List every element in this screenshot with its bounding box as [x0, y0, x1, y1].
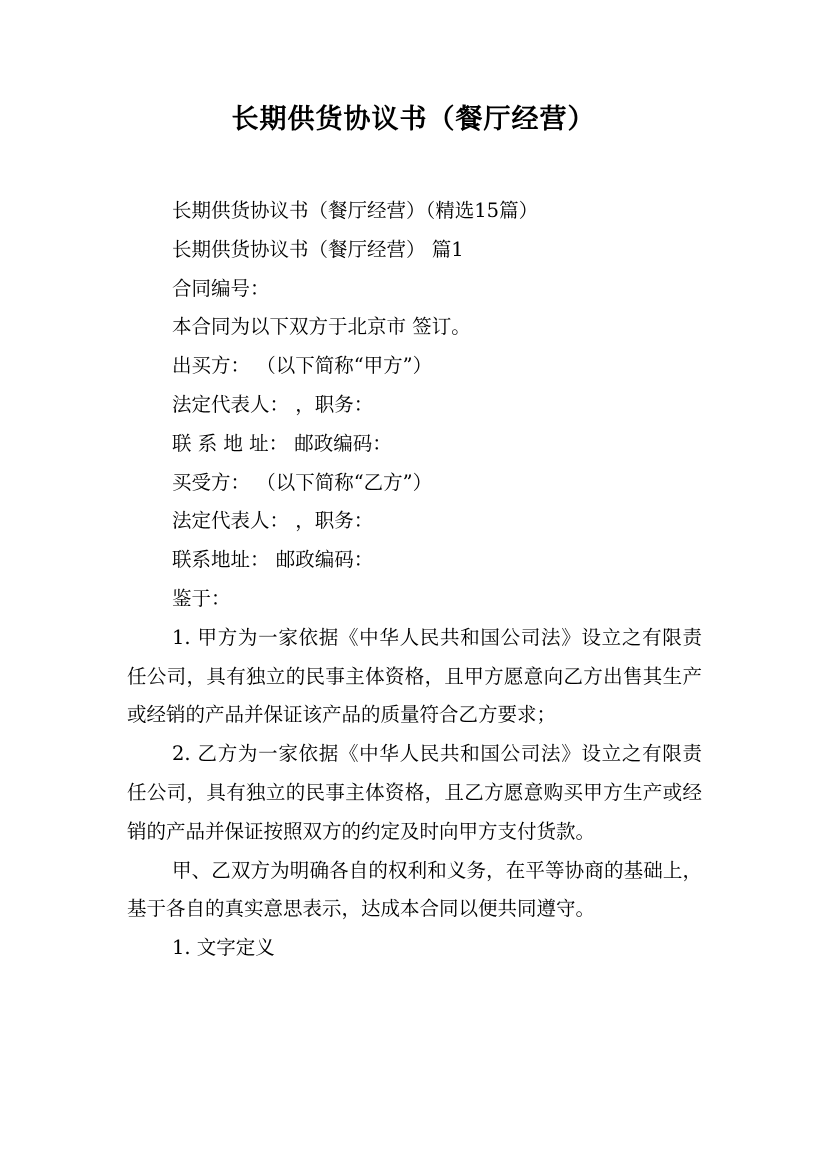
contract-number-line: 合同编号： — [172, 276, 270, 300]
buyer-representative-line: 法定代表人： ，职务： — [172, 509, 374, 533]
document-title: 长期供货协议书（餐厅经营） — [231, 104, 596, 135]
buyer-line: 买受方： （以下简称“乙方”） — [172, 470, 433, 494]
subtitle-line: 长期供货协议书（餐厅经营）（精选15篇） — [172, 199, 539, 222]
section-heading: 长期供货协议书（餐厅经营） 篇1 — [172, 237, 464, 261]
recital-paragraph-1: 1. 甲方为一家依据《中华人民共和国公司法》设立之有限责任公司，具有独立的民事主体资格，且甲方愿意向乙方出售其生产或经销的产品并保证该产品的质量符合乙方要求； — [127, 625, 702, 727]
recital-paragraph-2: 2. 乙方为一家依据《中华人民共和国公司法》设立之有限责任公司，具有独立的民事主体资格，且乙方愿意购买甲方生产或经销的产品并保证按照双方的约定及时向甲方支付货款。 — [127, 742, 702, 843]
seller-representative-line: 法定代表人： ，职务： — [172, 392, 374, 416]
buyer-address-line: 联系地址： 邮政编码： — [172, 548, 374, 572]
definitions-heading: 1. 文字定义 — [172, 936, 275, 960]
seller-address-line: 联 系 地 址： 邮政编码： — [172, 431, 392, 455]
signing-place-line: 本合同为以下双方于北京市 签订。 — [172, 315, 471, 339]
seller-line: 出买方： （以下简称“甲方”） — [172, 354, 433, 378]
document-body — [127, 192, 702, 968]
whereas-line: 鉴于： — [172, 586, 231, 610]
agreement-paragraph: 甲、乙双方为明确各自的权利和义务，在平等协商的基础上，基于各自的真实意思表示，达成本合同以便共同遵守。 — [127, 858, 702, 921]
